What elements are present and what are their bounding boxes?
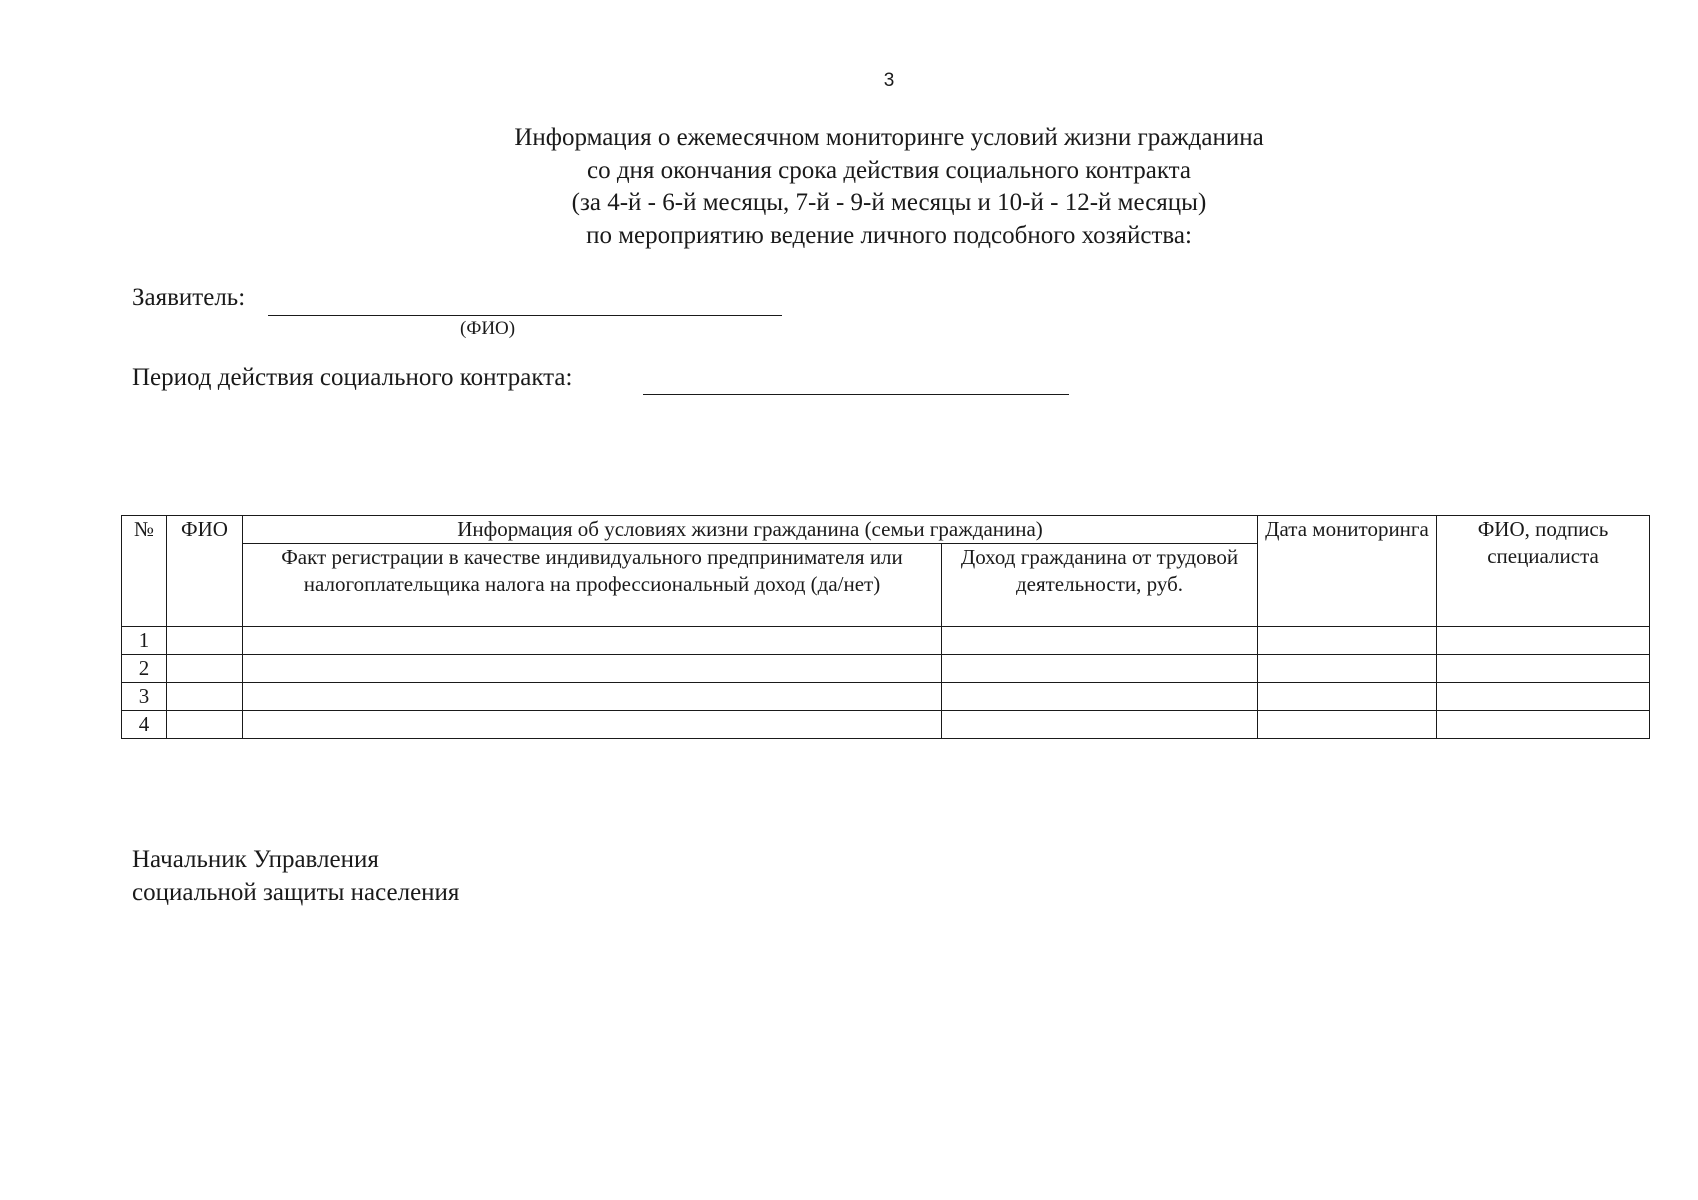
table-row [122,711,1650,739]
header-fio: ФИО [167,516,243,627]
cell-income[interactable] [942,627,1258,655]
title-line: по мероприятию ведение личного подсобного хозяйства: [586,221,1192,249]
row-number: 2 [122,655,167,683]
cell-fio[interactable] [167,627,243,655]
header-income: Доход гражданина от трудовой деятельности, руб. [942,544,1258,627]
applicant-hint: (ФИО) [460,318,516,339]
monitoring-table [121,515,1650,739]
header-specialist: ФИО, подпись специалиста [1437,516,1650,627]
signature-block [132,844,459,909]
cell-specialist[interactable] [1437,683,1650,711]
cell-specialist[interactable] [1437,627,1650,655]
header-monitoring-date: Дата мониторинга [1258,516,1437,627]
period-field[interactable] [643,394,1069,395]
applicant-label: Заявитель: [132,284,246,311]
table-row [122,683,1650,711]
row-number: 1 [122,627,167,655]
cell-registration[interactable] [243,683,942,711]
signature-title-line: социальной защиты населения [132,878,460,906]
cell-income[interactable] [942,655,1258,683]
signature-title-line: Начальник Управления [132,846,379,873]
period-label: Период действия социального контракта: [132,364,573,391]
header-number: № [122,516,167,627]
cell-fio[interactable] [167,683,243,711]
cell-income[interactable] [942,711,1258,739]
cell-specialist[interactable] [1437,655,1650,683]
cell-registration[interactable] [243,627,942,655]
table-row [122,655,1650,683]
applicant-field[interactable] [268,315,782,316]
title-line: (за 4-й - 6-й месяцы, 7-й - 9-й месяцы и 10-й - 12-й месяцы) [571,189,1207,216]
cell-date[interactable] [1258,711,1437,739]
header-living-conditions: Информация об условиях жизни гражданина (семьи гражданина) [243,516,1258,544]
title-line: со дня окончания срока действия социального контракта [586,156,1192,184]
cell-registration[interactable] [243,711,942,739]
title-line: Информация о ежемесячном мониторинге условий жизни гражданина [514,124,1264,151]
cell-date[interactable] [1258,683,1437,711]
table-row [122,627,1650,655]
page-number: 3 [883,70,895,91]
cell-fio[interactable] [167,711,243,739]
header-registration: Факт регистрации в качестве индивидуального предпринимателя или налогоплательщика налога на профессиональный доход (да/нет) [243,544,942,627]
cell-date[interactable] [1258,655,1437,683]
cell-fio[interactable] [167,655,243,683]
row-number: 3 [122,683,167,711]
row-number: 4 [122,711,167,739]
cell-specialist[interactable] [1437,711,1650,739]
cell-income[interactable] [942,683,1258,711]
cell-registration[interactable] [243,655,942,683]
document-title [0,122,1698,252]
cell-date[interactable] [1258,627,1437,655]
